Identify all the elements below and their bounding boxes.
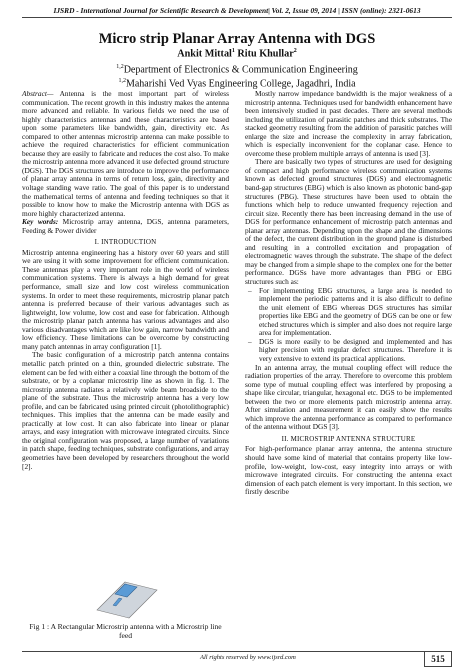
section-heading-introduction: I. INTRODUCTION (94, 238, 157, 247)
right-paragraph-4: For high-performance planar array antenna, the antenna structure should have some kind of material that contains property like low-profile, low-weight, low-cost, easy integrity into arrays or with microwave integrated circuits. For constructing the antenna exact dimension of each patch element is very important. In this section, we firstly describe (245, 444, 452, 497)
footer-text: All rights reserved by www.ijsrd.com (200, 654, 296, 661)
keywords (22, 218, 229, 235)
header-rule (22, 17, 452, 18)
journal-header: IJSRD - International Journal for Scientific Research & Development| Vol. 2, Issue 09, 2014 | ISSN (online): 2321-0613 (53, 6, 421, 15)
right-paragraph-3: In an antenna array, the mutual coupling effect will reduce the radiation properties of the array. Therefore to overcome this problem some type of mutual coupling effect was interfered by proposing a shape like circular, triangular, hexagonal etc. DGS to be implemented between the two or more elements patch microstrip antenna array. After simulation and measurement it can easily show the results which improve the antenna performance as compared to performance of the antenna without DGS [3]. (245, 362, 452, 432)
author-1-sup: 1 (231, 48, 235, 54)
affiliation-college-sup: 1,2 (118, 78, 126, 84)
author-2-sup: 2 (293, 48, 297, 54)
right-paragraph-1: Mostly narrow impedance bandwidth is the major weakness of a microstrip antenna. Techniques used for bandwidth enhancement have been intensively studied in past decades. There are several methods including the utilization of parasitic patches and thick substrates. The stacked geometry resulting from the addition of parasitic patches will enlarge the size and increase the complexity in array fabrication, which is especially inconvenient for the coplanar case. Hence to overcome these problem multiple arrays of antenna is used [3]. (245, 89, 452, 158)
abstract-label: Abstract— (22, 89, 54, 98)
list-item: – DGS is more easily to be designed and implemented and has higher precision with regular defect structures. Therefore it is very extensive to extend its practical applications. (259, 338, 452, 364)
affiliation-department-text: Department of Electronics & Communication Engineering (123, 64, 358, 76)
authors (0, 48, 474, 59)
right-column (245, 90, 452, 497)
abstract-text: Antenna is the most important part of wireless communication. The recent growth in this industry makes the antenna more advanced and reliable. In various fields we need the use of highly characteristics antennas and these characteristics are based upon some parameters like bandwidth, gain, directivity etc. As compared to other antennas microstrip antenna can make possible to achieve the required characteristics for efficient communication because they are easily to fabricate and reduces the cost also. To make the microstrip antenna more advanced it use defected ground structure (DGS). The DGS structures are introduce to improve the performance of planar array antenna in terms of return loss, gain, directivity and voltage standing wave ratio. The goal of this paper is to understand the mathematical terms of antenna and feeding techniques so that it possible to know how to make the Microstrip antenna with DGS as more highly characterized antenna. (22, 89, 229, 218)
dgs-advantages-list (245, 287, 452, 364)
affiliation-college (0, 78, 474, 89)
paper-title: Micro strip Planar Array Antenna with DGS (98, 31, 376, 47)
author-1: Ankit Mittal (177, 48, 232, 60)
section-heading-structure: II. MICROSTRIP ANTENNA STRUCTURE (281, 434, 416, 443)
intro-paragraph-1: Microstrip antenna engineering has a history over 60 years and still we are using it with some improvement for efficient communication. These antennas play a very important role in the world of wireless communication systems. There is always a high demand for great performance, small size and low cost wireless communication systems. In order to meet these requirements, microstrip planar patch antenna is preferred because of their various advantages such as lightweight, low volume, low cost and ease for fabrication. Although the microstrip planar patch antenna has various advantages and also various disadvantages which are like low gain, narrow bandwidth and low efficiency. These limitations can be overcome by constructing many patch antennas in array configuration [1]. (22, 247, 229, 351)
figure-1-caption: Fig 1 : A Rectangular Microstrip antenna with a Microstrip line feed (29, 622, 222, 640)
abstract (22, 90, 229, 218)
keywords-label: Key words: (22, 217, 59, 227)
affiliation-department-sup: 1,2 (116, 64, 124, 70)
keywords-text: Microstrip array antenna, DGS, antenna parameters, Feeding & Power divider (22, 217, 229, 235)
author-2: Ritu Khullar (237, 48, 294, 60)
affiliation-department (0, 64, 474, 75)
intro-paragraph-2: The basic configuration of a microstrip patch antenna contains metallic patch printed on a thin, grounded dielectric substrate. The element can be fed with either a coaxial line through the bottom of the substrate, or by a coplanar microstrip line as shown in fig. 1. The microstrip antenna radiates a relatively wide beam broadside to the plane of the substrate. Thus the microstrip antenna has a very low profile, and can be fabricated using printed circuit (photolithographic) techniques. This implies that the antenna can be made easily and practically at low cost. It can also fabricate into linear or planar arrays, and easy integration with microwave integrated circuits. Since the original configuration was proposed, a large number of variations in patch shape, feeding techniques, substrate configurations, and array geometries have been developed by researchers throughout the world [2]. (22, 350, 229, 471)
figure-1-microstrip-antenna (85, 568, 165, 620)
list-item: – For implementing EBG structures, a large area is needed to implement the periodic patterns and it is also difficult to define the unit element of EBG whereas DGS structures has similar properties like EBG and the geometry of DGS can be one or few etched structures which is simpler and also does not require large area for implementation. (259, 287, 452, 338)
left-column (22, 90, 229, 471)
right-paragraph-2: There are basically two types of structures are used for designing of compact and high performance wireless communication systems known as defected ground structures (DGS) and electromagnetic band-gap structures (EBG) which is also known as photonic band-gap structures (PBG). These structures have been used to obtain the functions which help to reduce unwanted frequency rejection and circuit size. Recently there has been increasing demand in the use of DGS for performance enhancement of microstrip patch antennas and planar array antennas. Depending upon the shape and the dimensions of the defect, the current distribution in the ground plane is disturbed and resulting in a controlled excitation and propagation of electromagnetic waves through the substrate. The shape of the defect may be changed from a simple shape to the complex one for the better performance. DGSs have more advantages than PBG or EBG structures such as: (245, 157, 452, 287)
footer-rule (22, 651, 452, 652)
affiliation-college-text: Maharishi Ved Vyas Engineering College, Jagadhri, India (125, 78, 356, 90)
page-number: 515 (424, 651, 452, 667)
